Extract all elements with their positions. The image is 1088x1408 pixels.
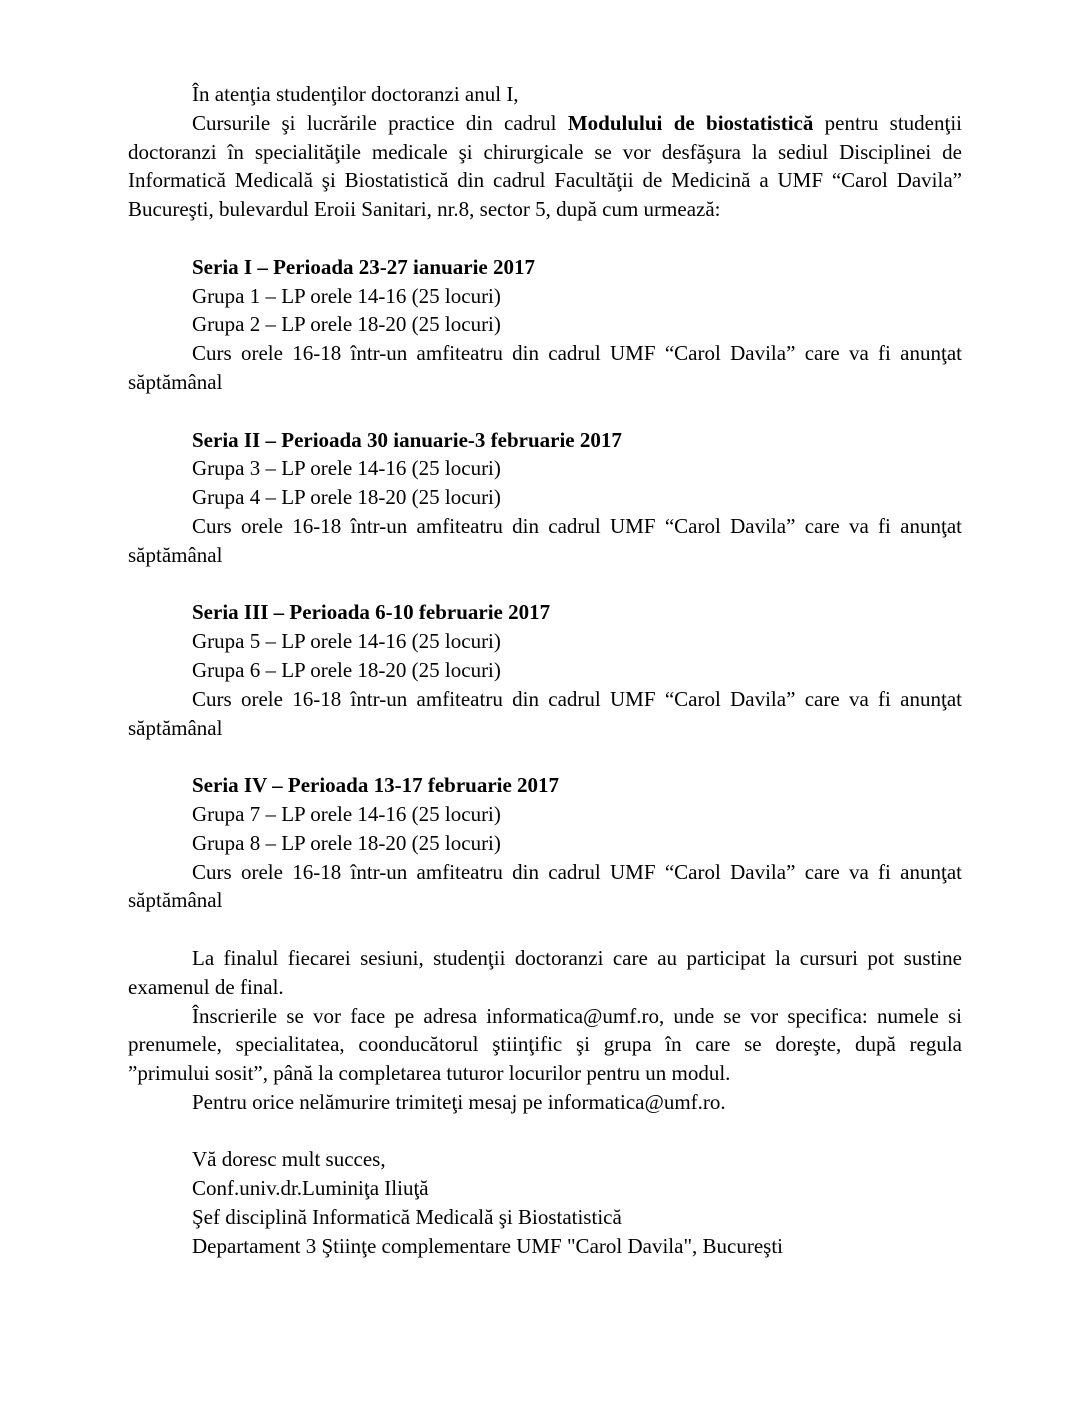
series-3-course-line-1: Curs orele 16-18 într-un amfiteatru din cadrul UMF “Carol Davila” care va fi anunţat	[192, 686, 962, 711]
intro-line-1	[128, 109, 962, 138]
intro-line-1-pre: Cursurile şi lucrările practice din cadrul	[192, 110, 568, 135]
signature-department-line: Departament 3 Ştiinţe complementare UMF "Carol Davila", Bucureşti	[192, 1233, 783, 1258]
salutation-line: În atenţia studenţilor doctoranzi anul I,	[192, 82, 519, 106]
blank-line	[128, 915, 962, 944]
signature-block	[128, 1145, 962, 1260]
signature-wish-line: Vă doresc mult succes,	[192, 1147, 386, 1172]
series-1-group-2: Grupa 2 – LP orele 18-20 (25 locuri)	[192, 312, 501, 337]
series-1-block	[128, 253, 962, 397]
intro-line-3: Informatică Medicală şi Biostatistică din cadrul Facultăţii de Medicină a UMF “Carol Davila”	[128, 168, 962, 193]
intro-line-1-bold: Modulului de biostatistică	[567, 110, 814, 135]
closing-paragraph-3: Pentru orice nelămurire trimiteţi mesaj pe informatica@umf.ro.	[192, 1089, 726, 1114]
series-1-course-line-1: Curs orele 16-18 într-un amfiteatru din cadrul UMF “Carol Davila” care va fi anunţat	[192, 341, 962, 366]
blank-line	[128, 397, 962, 426]
series-2-course-line-2: săptămânal	[128, 542, 223, 567]
signature-name-line: Conf.univ.dr.Luminiţa Iliuţă	[192, 1176, 429, 1201]
series-2-group-2: Grupa 4 – LP orele 18-20 (25 locuri)	[192, 485, 501, 510]
closing-1-line-1: La finalul fiecarei sesiuni, studenţii doctoranzi care au participat la cursuri pot sustine	[192, 945, 962, 970]
series-1-heading: Seria I – Perioada 23-27 ianuarie 2017	[192, 254, 535, 279]
series-4-group-1: Grupa 7 – LP orele 14-16 (25 locuri)	[192, 801, 501, 826]
series-3-block	[128, 598, 962, 742]
series-4-course-line-2: săptămânal	[128, 888, 223, 913]
series-3-group-1: Grupa 5 – LP orele 14-16 (25 locuri)	[192, 629, 501, 654]
blank-line	[128, 742, 962, 771]
closing-2-line-1: Înscrierile se vor face pe adresa informatica@umf.ro, unde se vor specifica: numele si	[192, 1003, 962, 1028]
series-1-group-1: Grupa 1 – LP orele 14-16 (25 locuri)	[192, 283, 501, 308]
series-1-course-line-2: săptămânal	[128, 369, 223, 394]
closing-2-line-3: ”primului sosit”, până la completarea tuturor locurilor pentru un modul.	[128, 1061, 731, 1086]
closing-1-line-2: examenul de final.	[128, 974, 284, 999]
blank-line	[128, 570, 962, 599]
series-3-course-line-2: săptămânal	[128, 715, 223, 740]
series-2-course-line-1: Curs orele 16-18 într-un amfiteatru din cadrul UMF “Carol Davila” care va fi anunţat	[192, 513, 962, 538]
series-4-heading: Seria IV – Perioada 13-17 februarie 2017	[192, 773, 560, 798]
series-4-group-2: Grupa 8 – LP orele 18-20 (25 locuri)	[192, 830, 501, 855]
closing-paragraph-1	[128, 944, 962, 1002]
series-4-block	[128, 771, 962, 915]
series-2-heading: Seria II – Perioada 30 ianuarie-3 februarie 2017	[192, 427, 622, 452]
series-2-group-1: Grupa 3 – LP orele 14-16 (25 locuri)	[192, 456, 501, 481]
signature-title-line: Şef disciplină Informatică Medicală şi Biostatistică	[192, 1205, 622, 1230]
intro-line-4: Bucureşti, bulevardul Eroii Sanitari, nr.8, sector 5, după cum urmează:	[128, 197, 721, 222]
blank-line	[128, 224, 962, 253]
series-2-block	[128, 426, 962, 570]
intro-paragraph	[128, 109, 962, 224]
intro-line-2: doctoranzi în specialităţile medicale şi chirurgicale se vor desfăşura la sediul Disciplinei de	[128, 139, 962, 164]
series-4-course-line-1: Curs orele 16-18 într-un amfiteatru din cadrul UMF “Carol Davila” care va fi anunţat	[192, 859, 962, 884]
intro-line-1-post: pentru studenţii	[813, 110, 962, 135]
closing-2-line-2: prenumele, specialitatea, coonducătorul ştiinţific şi grupa în care se doreşte, după regula	[128, 1032, 962, 1057]
blank-line	[128, 1117, 962, 1146]
series-3-group-2: Grupa 6 – LP orele 18-20 (25 locuri)	[192, 657, 501, 682]
series-3-heading: Seria III – Perioada 6-10 februarie 2017	[192, 600, 551, 625]
closing-paragraph-2	[128, 1002, 962, 1088]
